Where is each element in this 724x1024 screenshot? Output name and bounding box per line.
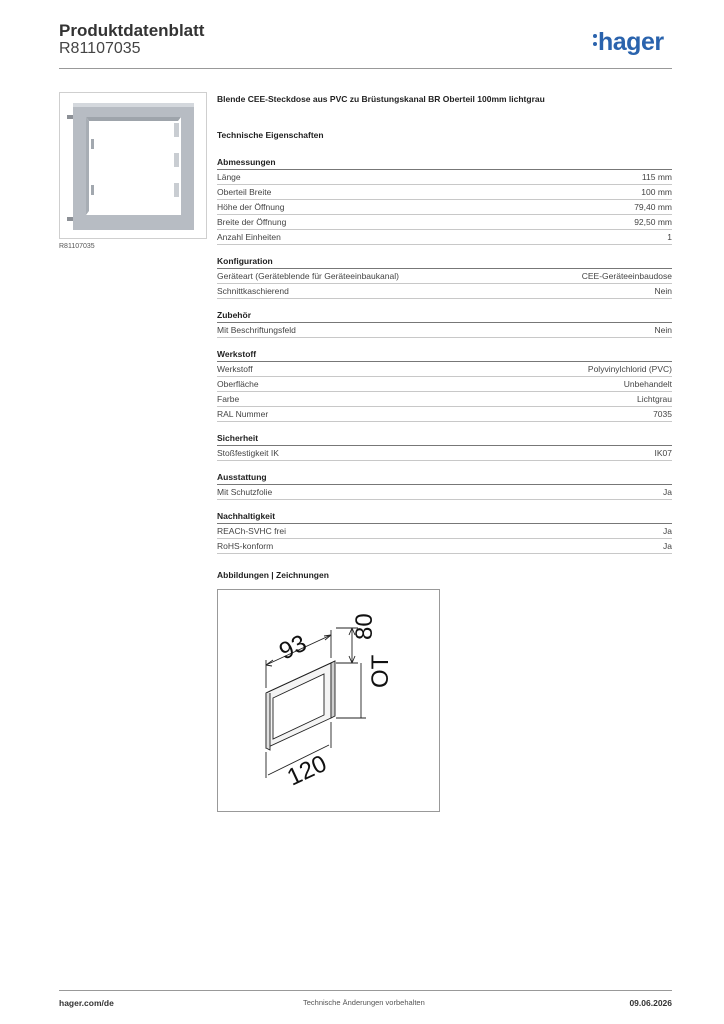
spec-value: 7035 (653, 409, 672, 419)
spec-value: 1 (667, 232, 672, 242)
spec-label: Höhe der Öffnung (217, 202, 285, 212)
spec-section (217, 432, 672, 461)
spec-row (217, 524, 672, 539)
spec-row (217, 392, 672, 407)
spec-label: Stoßfestigkeit IK (217, 448, 279, 458)
product-image-caption: R81107035 (59, 243, 95, 250)
spec-row (217, 446, 672, 461)
spec-section-title: Konfiguration (217, 255, 672, 269)
spec-value: Ja (663, 526, 672, 536)
spec-label: Schnittkaschierend (217, 286, 289, 296)
spec-row (217, 377, 672, 392)
spec-value: 92,50 mm (634, 217, 672, 227)
spec-section (217, 471, 672, 500)
dim-width-label: 93 (275, 629, 311, 666)
product-description: Blende CEE-Steckdose aus PVC zu Brüstungskanal BR Oberteil 100mm lichtgrau (217, 94, 545, 104)
dim-ot-label: OT (367, 654, 394, 688)
spec-label: Oberfläche (217, 379, 259, 389)
spec-row (217, 323, 672, 338)
spec-section (217, 156, 672, 245)
spec-value: 79,40 mm (634, 202, 672, 212)
spec-value: 115 mm (641, 172, 672, 182)
spec-label: REACh-SVHC frei (217, 526, 286, 536)
spec-section (217, 309, 672, 338)
footer-date: 09.06.2026 (629, 998, 672, 1008)
spec-label: RAL Nummer (217, 409, 269, 419)
spec-value: Ja (663, 487, 672, 497)
spec-label: Mit Beschriftungsfeld (217, 325, 296, 335)
spec-value: 100 mm (641, 187, 672, 197)
spec-label: Mit Schutzfolie (217, 487, 273, 497)
spec-label: Länge (217, 172, 241, 182)
spec-section-title: Zubehör (217, 309, 672, 323)
logo-colon-icon (593, 34, 597, 50)
spec-section (217, 348, 672, 422)
spec-section-title: Sicherheit (217, 432, 672, 446)
spec-label: Werkstoff (217, 364, 253, 374)
spec-label: RoHS-konform (217, 541, 274, 551)
dim-height-label: 80 (351, 613, 378, 640)
spec-row (217, 539, 672, 554)
spec-value: Nein (654, 325, 672, 335)
spec-row (217, 230, 672, 245)
spec-section-title: Abmessungen (217, 156, 672, 170)
page-title: Produktdatenblatt (59, 21, 205, 40)
spec-label: Breite der Öffnung (217, 217, 287, 227)
footer-disclaimer: Technische Änderungen vorbehalten (303, 998, 425, 1007)
dim-length-label: 120 (283, 750, 331, 792)
spec-value: Nein (654, 286, 672, 296)
footer-divider (59, 990, 672, 991)
spec-row (217, 185, 672, 200)
spec-section (217, 255, 672, 299)
spec-row (217, 362, 672, 377)
spec-row (217, 170, 672, 185)
product-code: R81107035 (59, 40, 141, 57)
tech-properties-heading: Technische Eigenschaften (217, 130, 324, 140)
product-content (217, 94, 672, 564)
technical-drawing (217, 589, 440, 812)
spec-label: Oberteil Breite (217, 187, 272, 197)
spec-label: Anzahl Einheiten (217, 232, 281, 242)
spec-label: Geräteart (Geräteblende für Geräteeinbaukanal) (217, 271, 399, 281)
spec-row (217, 269, 672, 284)
spec-row (217, 284, 672, 299)
spec-value: Polyvinylchlorid (PVC) (587, 364, 672, 374)
header-divider (59, 68, 672, 69)
spec-value: Ja (663, 541, 672, 551)
spec-value: Unbehandelt (623, 379, 672, 389)
spec-row (217, 485, 672, 500)
spec-label: Farbe (217, 394, 240, 404)
logo-text: hager (598, 28, 664, 56)
drawings-heading: Abbildungen | Zeichnungen (217, 570, 329, 580)
spec-row (217, 215, 672, 230)
spec-row (217, 407, 672, 422)
spec-section-title: Werkstoff (217, 348, 672, 362)
product-image (59, 92, 207, 239)
footer-website-link[interactable]: hager.com/de (59, 998, 114, 1008)
spec-value: Lichtgrau (637, 394, 672, 404)
hager-logo[interactable] (593, 28, 664, 57)
spec-value: CEE-Geräteeinbaudose (581, 271, 672, 281)
spec-value: IK07 (654, 448, 672, 458)
spec-section-title: Ausstattung (217, 471, 672, 485)
spec-row (217, 200, 672, 215)
sections-container (217, 156, 672, 554)
spec-section (217, 510, 672, 554)
spec-section-title: Nachhaltigkeit (217, 510, 672, 524)
